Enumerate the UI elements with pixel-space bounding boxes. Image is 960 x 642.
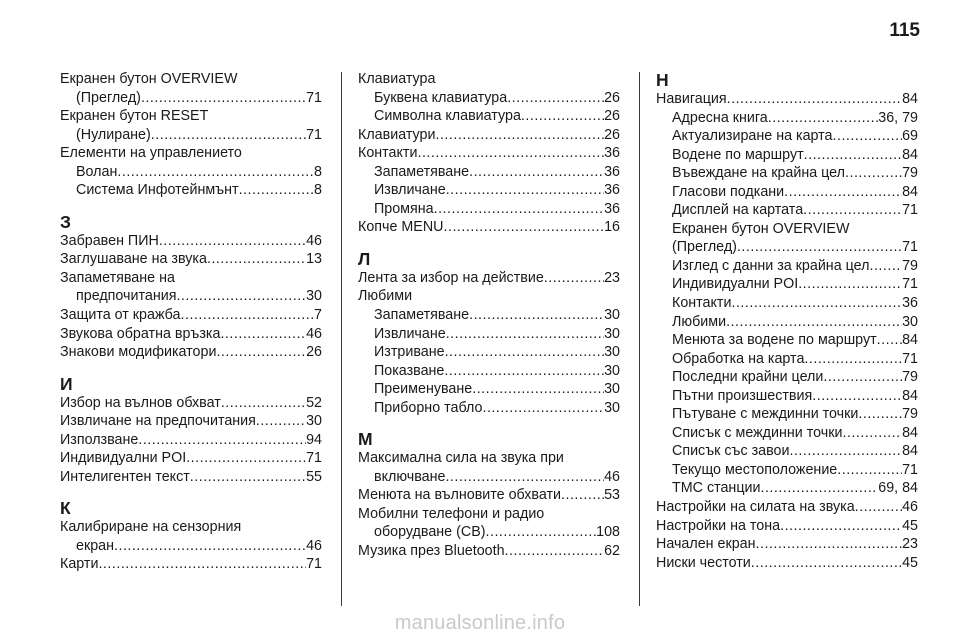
index-entry-text: Приборно табло [374,399,483,416]
dot-leader [803,201,902,220]
index-page-ref[interactable]: 71 [902,202,918,219]
index-entry[interactable] [358,542,620,561]
index-entry-text: Любими [672,313,727,330]
index-entry-text: (Преглед) [672,239,737,256]
index-entry-text: (Преглед) [76,89,141,106]
index-entry[interactable] [656,331,918,350]
dot-leader [482,399,604,418]
index-entry-text: Настройки на силата на звука [656,499,855,516]
index-page-ref[interactable]: 71 [306,450,322,467]
index-entry[interactable] [60,555,322,574]
index-entry-text: Изглед с данни за крайна цел [672,257,870,274]
index-entry[interactable] [358,380,620,399]
index-entry-text: Водене по маршрут [672,146,804,163]
index-entry-text: Копче MENU [358,219,444,236]
index-entry[interactable] [656,164,918,183]
index-entry-heading: Елементи на управлението [60,145,242,162]
dot-leader [837,461,902,480]
index-entry-heading: Екранен бутон RESET [60,108,209,125]
index-page-ref[interactable]: 30 [604,325,620,342]
dot-leader [216,343,306,362]
index-entry-text: Извличане [374,182,446,199]
index-entry[interactable] [60,126,322,145]
index-entry-text: Запаметяване [374,163,470,180]
index-page-ref[interactable]: 36 [604,163,620,180]
dot-leader [731,294,902,313]
index-entry[interactable] [60,89,322,108]
dot-leader [784,183,902,202]
index-page-ref[interactable]: 69, 84 [878,480,918,497]
index-entry[interactable] [60,449,322,468]
index-page-ref[interactable]: 30 [306,413,322,430]
index-entry-heading: Мобилни телефони и радио [358,505,545,522]
column-divider [341,72,342,606]
index-entry-text: предпочитания [76,288,177,305]
dot-leader [435,126,604,145]
dot-leader [869,257,902,276]
dot-leader [151,126,306,145]
index-page-ref[interactable]: 46 [306,537,322,554]
index-page-ref[interactable]: 84 [902,443,918,460]
dot-leader [507,89,604,108]
index-page-ref[interactable]: 23 [902,536,918,553]
index-page-ref[interactable]: 36 [604,145,620,162]
dot-leader [220,325,306,344]
dot-leader [469,163,604,182]
dot-leader [505,542,605,561]
index-entry[interactable] [60,343,322,362]
index-entry-text: Менюта на вълновите обхвати [358,487,562,504]
index-entry[interactable] [656,479,918,498]
index-entry-text: Използване [60,431,139,448]
dot-leader [176,287,306,306]
index-entry-text: Контакти [358,145,418,162]
index-entry-text: Гласови подкани [672,183,785,200]
dot-leader [726,313,902,332]
index-entry-text: Система Инфотейнмънт [76,182,239,199]
index-entry-text: Индивидуални POI [672,276,799,293]
dot-leader [138,431,306,450]
index-entry-text: Музика през Bluetooth [358,543,505,560]
index-page-ref[interactable]: 26 [604,126,620,143]
dot-leader [469,306,604,325]
index-entry-text: включване [374,468,446,485]
index-entry-text: Символна клавиатура [374,108,521,125]
index-entry[interactable] [358,126,620,145]
index-page-ref[interactable]: 53 [604,487,620,504]
index-letter-heading: З [60,211,71,232]
index-page-ref[interactable]: 55 [306,468,322,485]
index-page-ref[interactable]: 84 [902,332,918,349]
index-page-ref[interactable]: 84 [902,146,918,163]
index-page-ref[interactable]: 30 [604,362,620,379]
index-entry-heading: Клавиатура [358,71,436,87]
index-entry[interactable] [656,275,918,294]
index-entry[interactable] [60,325,322,344]
index-page-ref[interactable]: 30 [604,344,620,361]
index-page-ref[interactable]: 36 [604,200,620,217]
index-entry[interactable] [656,127,918,146]
index-page-ref[interactable]: 71 [306,126,322,143]
index-entry[interactable] [358,486,620,505]
dot-leader [446,181,604,200]
dot-leader [486,523,597,542]
index-entry[interactable] [656,238,918,257]
dot-leader [445,468,604,487]
index-entry[interactable] [656,313,918,332]
dot-leader [804,146,902,165]
index-page-ref[interactable]: 84 [902,387,918,404]
index-page-ref[interactable]: 46 [902,499,918,516]
index-page-ref[interactable]: 79 [902,406,918,423]
dot-leader [780,517,902,536]
dot-leader [190,468,306,487]
index-entry[interactable] [358,107,620,126]
index-entry[interactable] [358,343,620,362]
index-entry-text: Избор на вълнов обхват [60,394,221,411]
index-entry-text: Пътни произшествия [672,387,813,404]
index-entry[interactable] [358,144,620,163]
index-page-ref[interactable]: 62 [604,543,620,560]
index-entry-text: Текущо местоположение [672,461,838,478]
index-entry[interactable] [60,468,322,487]
index-entry[interactable] [656,350,918,369]
index-entry-text: Списък с междинни точки [672,424,843,441]
index-entry[interactable] [60,250,322,269]
index-entry-text: Клавиатури [358,126,436,143]
index-entry-text: Защита от кражба [60,307,181,324]
dot-leader [789,442,902,461]
index-page-ref[interactable]: 84 [902,91,918,107]
dot-leader [760,479,878,498]
index-entry-text: Карти [60,556,99,573]
dot-leader [823,368,902,387]
index-entry[interactable] [60,163,322,182]
index-entry-text: Запаметяване [374,307,470,324]
dot-leader [207,250,306,269]
index-page-ref[interactable]: 23 [604,269,620,286]
dot-leader [117,163,314,182]
index-entry-text: Списък със завои [672,443,790,460]
index-entry[interactable] [358,306,620,325]
index-page-ref[interactable]: 7 [314,307,322,324]
index-entry[interactable] [358,163,620,182]
dot-leader [751,554,902,573]
index-entry-text: Начален екран [656,536,756,553]
index-entry-text: Преименуване [374,381,473,398]
index-page-ref[interactable]: 94 [306,431,322,448]
dot-leader [877,331,902,350]
index-entry-text: Контакти [672,295,732,312]
index-page-ref[interactable]: 36, 79 [878,109,918,126]
index-entry-heading: Любими [358,288,413,305]
index-entry-heading: Екранен бутон OVERVIEW [60,71,238,87]
index-page-ref[interactable]: 8 [314,163,322,180]
index-page-ref[interactable]: 16 [604,219,620,236]
index-page-ref[interactable]: 30 [604,381,620,398]
index-entry[interactable] [358,269,620,288]
index-page-ref[interactable]: 71 [902,239,918,256]
index-entry-text: екран [76,537,115,554]
index-entry[interactable] [358,218,620,237]
index-page-ref[interactable]: 71 [306,89,322,106]
index-page-ref[interactable]: 108 [596,524,620,541]
index-letter-heading: К [60,498,71,519]
index-page-ref[interactable]: 71 [902,461,918,478]
index-entry-text: Извличане на предпочитания [60,413,256,430]
index-entry-text: (Нулиране) [76,126,151,143]
dot-leader [186,449,306,468]
index-entry-heading: Запаметяване на [60,269,175,286]
index-entry[interactable] [656,294,918,313]
index-page-ref[interactable]: 36 [902,295,918,312]
index-entry[interactable] [656,498,918,517]
index-page-ref[interactable]: 71 [306,556,322,573]
index-entry[interactable] [358,362,620,381]
index-page-ref[interactable]: 45 [902,517,918,534]
dot-leader [446,325,604,344]
dot-leader [812,387,902,406]
dot-leader [855,498,902,517]
index-entry-text: Звукова обратна връзка [60,325,221,342]
index-letter-heading: Л [358,248,371,269]
index-entry-heading: Екранен бутон OVERVIEW [672,220,850,237]
index-entry-text: Навигация [656,91,727,107]
watermark-footer: manualsonline.info [394,612,566,634]
index-entry[interactable] [358,523,620,542]
index-page-ref[interactable]: 79 [902,257,918,274]
dot-leader [858,405,902,424]
dot-leader [845,164,902,183]
index-entry-text: Адресна книга [672,109,768,126]
index-page-ref[interactable]: 30 [306,288,322,305]
dot-leader [472,380,604,399]
index-entry-text: Заглушаване на звука [60,251,207,268]
index-page-ref[interactable]: 71 [902,276,918,293]
index-page-ref[interactable]: 46 [604,468,620,485]
index-page-ref[interactable]: 46 [306,325,322,342]
index-page-ref[interactable]: 26 [604,89,620,106]
index-page-ref[interactable]: 79 [902,369,918,386]
index-entry[interactable] [60,412,322,431]
index-entry[interactable] [60,537,322,556]
index-entry-text: Волан [76,163,118,180]
dot-leader [181,306,315,325]
dot-leader [833,127,903,146]
index-entry-text: Показване [374,362,445,379]
index-entry[interactable] [656,405,918,424]
index-entry-text: Пътуване с междинни точки [672,406,859,423]
index-entry[interactable] [656,387,918,406]
index-column-3 [656,70,918,572]
index-page-ref[interactable]: 8 [314,182,322,199]
index-entry[interactable] [656,201,918,220]
dot-leader [114,537,306,556]
index-entry[interactable] [656,146,918,165]
index-entry[interactable] [60,232,322,251]
index-column-2 [358,70,620,561]
index-page-ref[interactable]: 79 [902,165,918,182]
dot-leader [737,238,902,257]
dot-leader [561,486,604,505]
dot-leader [444,362,604,381]
index-entry[interactable] [656,257,918,276]
index-entry[interactable] [656,517,918,536]
index-page-ref[interactable]: 13 [306,251,322,268]
dot-leader [221,394,306,413]
dot-leader [798,275,902,294]
index-entry[interactable] [656,109,918,128]
index-page-ref[interactable]: 30 [604,307,620,324]
index-page-ref[interactable]: 52 [306,394,322,411]
index-entry-text: Индивидуални POI [60,450,187,467]
dot-leader [141,89,306,108]
index-entry[interactable] [358,89,620,108]
dot-leader [521,107,604,126]
index-entry-text: Дисплей на картата [672,202,804,219]
index-entry-text: Настройки на тона [656,517,781,534]
index-entry-text: Знакови модификатори [60,344,217,361]
index-entry[interactable] [358,399,620,418]
index-entry-text: Изтриване [374,344,445,361]
index-entry-text: Последни крайни цели [672,369,824,386]
index-letter-heading: М [358,429,373,450]
index-page-ref[interactable]: 30 [902,313,918,330]
index-entry-text: Ниски честоти [656,554,751,571]
index-entry[interactable] [60,306,322,325]
index-entry-text: TMC станции [672,480,761,497]
index-entry-text: Извличане [374,325,446,342]
index-page-ref[interactable]: 84 [902,424,918,441]
column-divider [639,72,640,606]
index-entry[interactable] [358,200,620,219]
index-page-ref[interactable]: 84 [902,183,918,200]
dot-leader [444,218,605,237]
index-page-ref[interactable]: 46 [306,232,322,249]
dot-leader [98,555,306,574]
index-entry-text: Менюта за водене по маршрут [672,332,877,349]
index-entry-text: Интелигентен текст [60,468,190,485]
dot-leader [544,269,604,288]
dot-leader [727,90,902,109]
index-entry-text: Актуализиране на карта [672,128,833,145]
dot-leader [159,232,306,251]
index-entry-heading: Максимална сила на звука при [358,450,564,467]
index-page-ref[interactable]: 26 [306,344,322,361]
index-entry[interactable] [60,431,322,450]
dot-leader [239,181,314,200]
index-entry-text: оборудване (CB) [374,524,486,541]
dot-leader [804,350,902,369]
index-entry-text: Забравен ПИН [60,232,159,249]
page-number: 115 [889,20,920,41]
index-entry[interactable] [656,183,918,202]
index-entry[interactable] [60,287,322,306]
index-entry[interactable] [656,442,918,461]
dot-leader [417,144,604,163]
index-entry[interactable] [656,535,918,554]
index-page-ref[interactable]: 36 [604,182,620,199]
index-entry-heading: Калибриране на сензорния [60,519,242,536]
dot-leader [768,109,879,128]
index-page-ref[interactable]: 30 [604,399,620,416]
index-entry[interactable] [358,181,620,200]
index-entry[interactable] [358,468,620,487]
index-entry[interactable] [656,461,918,480]
index-entry-text: Лента за избор на действие [358,269,544,286]
dot-leader [756,535,903,554]
index-page-ref[interactable]: 26 [604,108,620,125]
dot-leader [434,200,604,219]
index-page-ref[interactable]: 71 [902,350,918,367]
index-entry[interactable] [60,394,322,413]
index-entry[interactable] [656,90,918,109]
index-page-ref[interactable]: 45 [902,554,918,571]
index-entry[interactable] [656,554,918,573]
index-entry[interactable] [656,368,918,387]
index-entry-text: Обработка на карта [672,350,805,367]
index-page-ref[interactable]: 69 [902,128,918,145]
dot-leader [842,424,902,443]
index-entry-text: Буквена клавиатура [374,89,508,106]
index-entry-text: Промяна [374,200,434,217]
index-entry[interactable] [60,181,322,200]
index-entry[interactable] [358,325,620,344]
dot-leader [445,343,605,362]
dot-leader [256,412,306,431]
index-letter-heading: И [60,373,73,394]
index-column-1 [60,70,322,574]
index-entry[interactable] [656,424,918,443]
index-letter-heading: Н [656,70,669,90]
index-entry-text: Въвеждане на крайна цел [672,165,846,182]
